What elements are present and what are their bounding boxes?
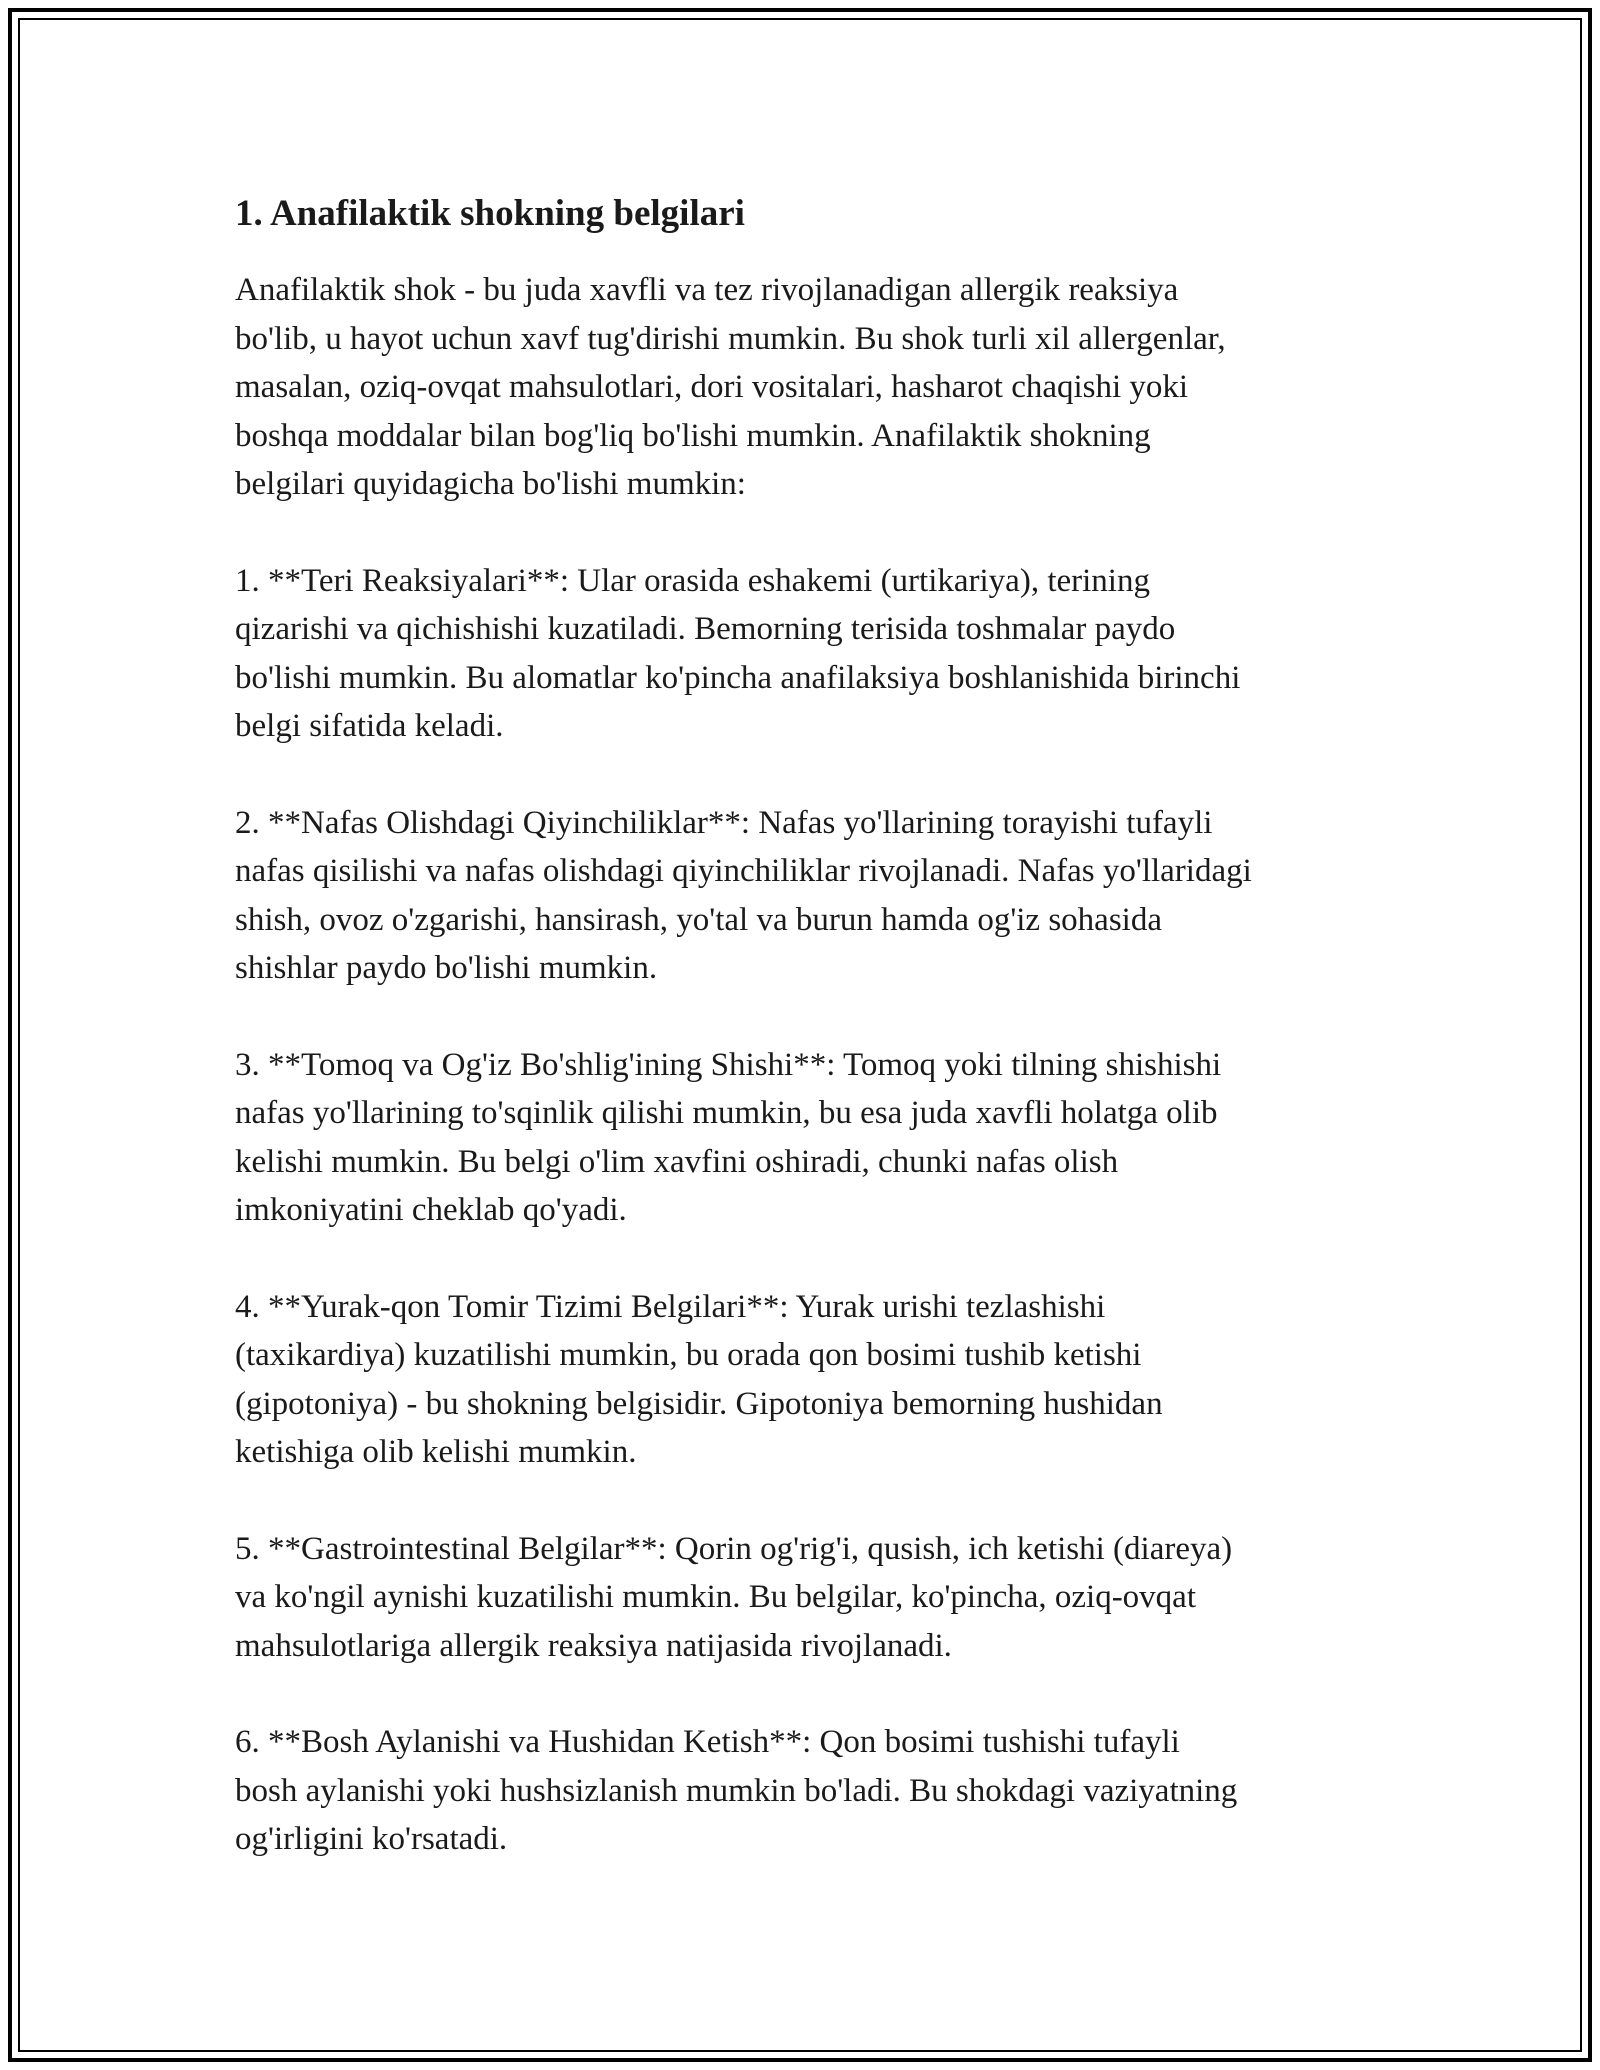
list-item-skin-reactions: 1. **Teri Reaksiyalari**: Ular orasida eshakemi (urtikariya), terining qizarishi va qichishishi kuzatiladi. Bemorning terisida toshmalar paydo bo'lishi mumkin. Bu alomatlar ko'pincha anafilaksiya boshlanishida birinchi belgi sifatida keladi. [235,562,1241,744]
section-heading: 1. Anafilaktik shokning belgilari [235,193,745,234]
list-item-throat-swelling: 3. **Tomoq va Og'iz Bo'shlig'ining Shishi**: Tomoq yoki tilning shishishi nafas yo'llarining to'sqinlik qilishi mumkin, bu esa juda xavfli holatga olib kelishi mumkin. Bu belgi o'lim xavfini oshiradi, chunki nafas olish imkoniyatini cheklab qo'yadi. [235,1046,1222,1228]
list-item-breathing-difficulties: 2. **Nafas Olishdagi Qiyinchiliklar**: Nafas yo'llarining torayishi tufayli nafas qisilishi va nafas olishdagi qiyinchiliklar rivojlanadi. Nafas yo'llaridagi shish, ovoz o'zgarishi, hansirash, yo'tal va burun hamda og'iz sohasida shishlar paydo bo'lishi mumkin. [235,804,1252,986]
intro-paragraph: Anafilaktik shok - bu juda xavfli va tez rivojlanadigan allergik reaksiya bo'lib, u hayot uchun xavf tug'dirishi mumkin. Bu shok turli xil allergenlar, masalan, oziq-ovqat mahsulotlari, dori vositalari, hasharot chaqishi yoki boshqa moddalar bilan bog'liq bo'lishi mumkin. Anafilaktik shokning belgilari quyidagicha bo'lishi mumkin: [235,272,1226,502]
list-item-dizziness-fainting: 6. **Bosh Aylanishi va Hushidan Ketish**: Qon bosimi tushishi tufayli bosh aylanishi yoki hushsizlanish mumkin bo'ladi. Bu shokdagi vaziyatning og'irligini ko'rsatadi. [235,1724,1238,1857]
list-item-gastrointestinal-signs: 5. **Gastrointestinal Belgilar**: Qorin og'rig'i, qusish, ich ketishi (diareya) va ko'ngil aynishi kuzatilishi mumkin. Bu belgilar, ko'pincha, oziq-ovqat mahsulotlariga allergik reaksiya natijasida rivojlanadi. [235,1530,1233,1664]
document-body [235,188,1385,1912]
list-item-cardiovascular-signs: 4. **Yurak-qon Tomir Tizimi Belgilari**: Yurak urishi tezlashishi (taxikardiya) kuzatilishi mumkin, bu orada qon bosimi tushib ketishi (gipotoniya) - bu shokning belgisidir. Gipotoniya bemorning hushidan ketishiga olib kelishi mumkin. [235,1288,1163,1470]
